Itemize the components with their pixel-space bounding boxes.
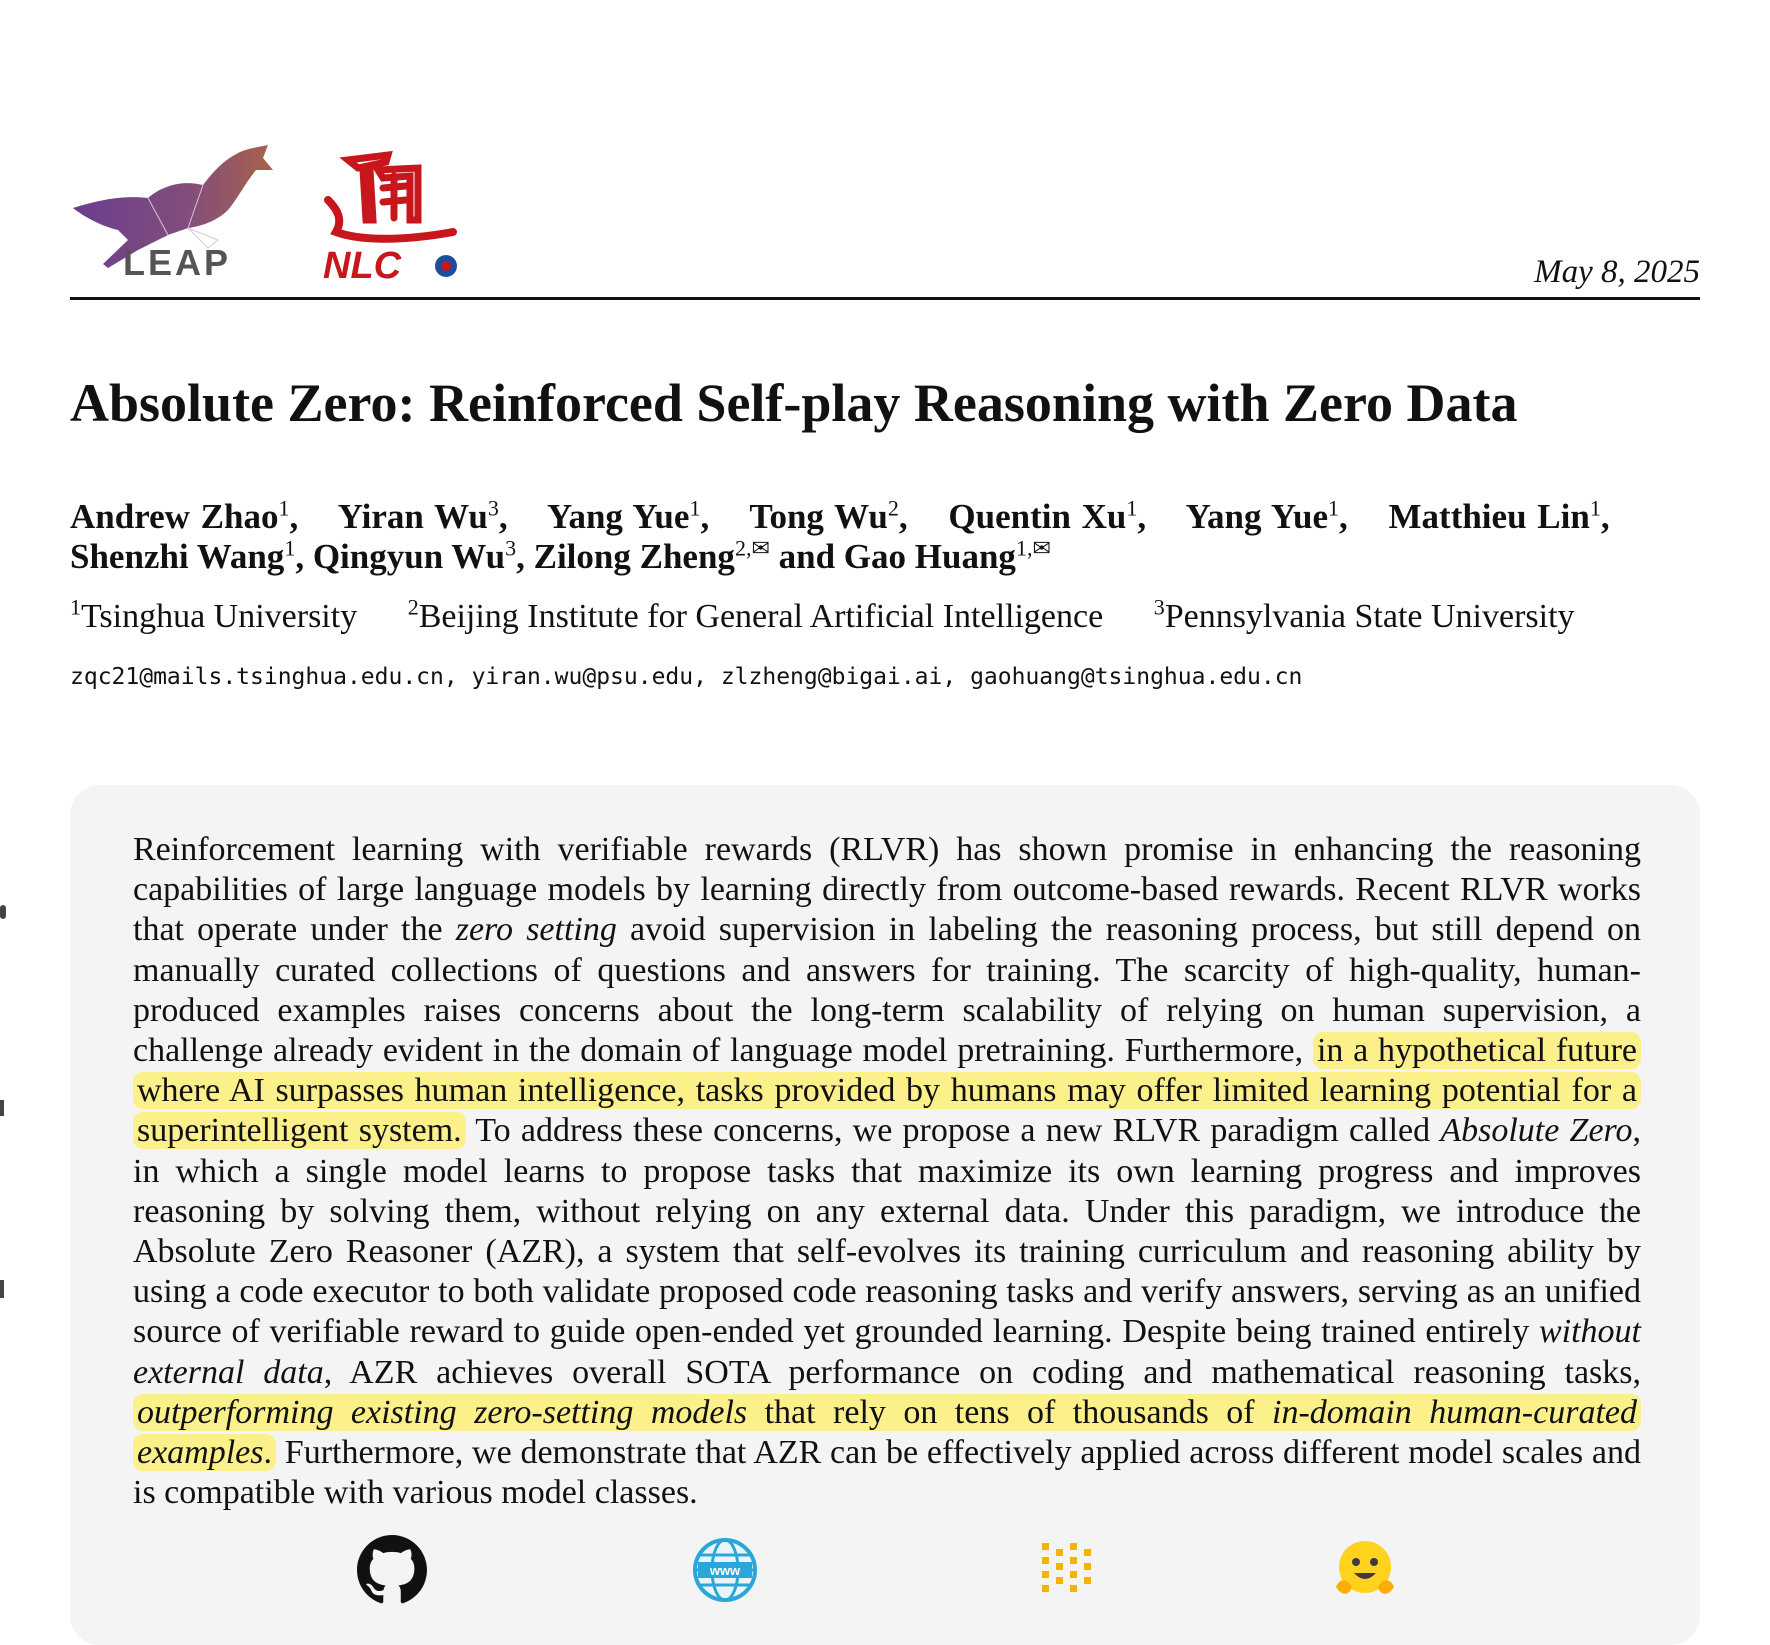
author: Tong Wu$^2$, <box>749 495 908 536</box>
author: and Gao Huang$^{1,✉}$ <box>778 535 1051 576</box>
affiliation: $^2$Beijing Institute for General Artificial Intelligence <box>407 595 1104 636</box>
author: Matthieu Lin$^1$, <box>1388 495 1610 536</box>
leap-logo <box>68 140 278 280</box>
author-list-line-2 <box>70 535 1051 577</box>
github-icon[interactable] <box>357 1535 427 1605</box>
author: Quentin Xu$^1$, <box>948 495 1147 536</box>
author: Yang Yue$^1$, <box>1185 495 1348 536</box>
highlight: outperforming existing zero-setting models that rely on tens of thousands of in-domain human-curated examples. <box>133 1394 1641 1471</box>
www-globe-icon[interactable] <box>690 1535 760 1605</box>
svg-text:www: www <box>709 1563 741 1578</box>
highlight: in a hypothetical future where AI surpasses human intelligence, tasks provided by humans may offer limited learning potential for a superintelligent system. <box>133 1032 1641 1149</box>
leap-logo-text: LEAP <box>123 242 232 280</box>
margin-artifact <box>0 905 6 919</box>
margin-artifact <box>0 1100 4 1116</box>
paper-date: May 8, 2025 <box>1534 254 1700 290</box>
author-list-line-1 <box>70 495 1610 537</box>
dots-grid-icon[interactable] <box>1030 1535 1100 1605</box>
nlc-logo-text: NLC <box>323 245 402 285</box>
contact-emails: zqc21@mails.tsinghua.edu.cn, yiran.wu@psu.edu, zlzheng@bigai.ai, gaohuang@tsinghua.edu.cn <box>70 664 1303 690</box>
margin-artifact <box>0 1280 4 1298</box>
author: Zilong Zheng$^{2,✉}$ <box>533 535 770 576</box>
author: Yiran Wu$^3$, <box>337 495 508 536</box>
header-rule <box>70 297 1700 300</box>
affiliation: $^3$Pennsylvania State University <box>1153 595 1575 636</box>
author: Andrew Zhao$^1$, <box>70 495 299 536</box>
author: Shenzhi Wang$^1$, <box>70 535 305 576</box>
author: Qingyun Wu$^3$, <box>312 535 525 576</box>
hugging-face-icon[interactable] <box>1330 1535 1400 1605</box>
affiliation: $^1$Tsinghua University <box>70 595 358 636</box>
author: Yang Yue$^1$, <box>547 495 710 536</box>
paper-title: Absolute Zero: Reinforced Self-play Reasoning with Zero Data <box>70 373 1518 433</box>
abstract-text: Reinforcement learning with verifiable rewards (RLVR) has shown promise in enhancing the reasoning capabilities of large language models by learning directly from outcome-based rewards. Recent RLVR works that operate under the zero setting avoid supervision in labeling the reasoning process, but still depend on manually curated collections of questions and answers for training. The scarcity of high-quality, human-produced examples raises concerns about the long-term scalability of relying on human supervision, a challenge already evident in the domain of language model pretraining. Furthermore, in a hypothetical future where AI surpasses human intelligence, tasks provided by humans may offer limited learning potential for a superintelligent system. To address these concerns, we propose a new RLVR paradigm called Absolute Zero, in which a single model learns to propose tasks that maximize its own learning progress and improves reasoning by solving them, without relying on any external data. Under this paradigm, we introduce the Absolute Zero Reasoner (AZR), a system that self-evolves its training curriculum and reasoning ability by using a code executor to both validate proposed code reasoning tasks and verify answers, serving as an unified source of verifiable reward to guide open-ended yet grounded learning. Despite being trained entirely without external data, AZR achieves overall SOTA performance on coding and mathematical reasoning tasks, outperforming existing zero-setting models that rely on tens of thousands of in-domain human-curated examples. Furthermore, we demonstrate that AZR can be effectively applied across different model scales and is compatible with various model classes. <box>133 831 1642 1512</box>
nlc-logo <box>318 140 468 285</box>
affiliations <box>70 595 1575 636</box>
